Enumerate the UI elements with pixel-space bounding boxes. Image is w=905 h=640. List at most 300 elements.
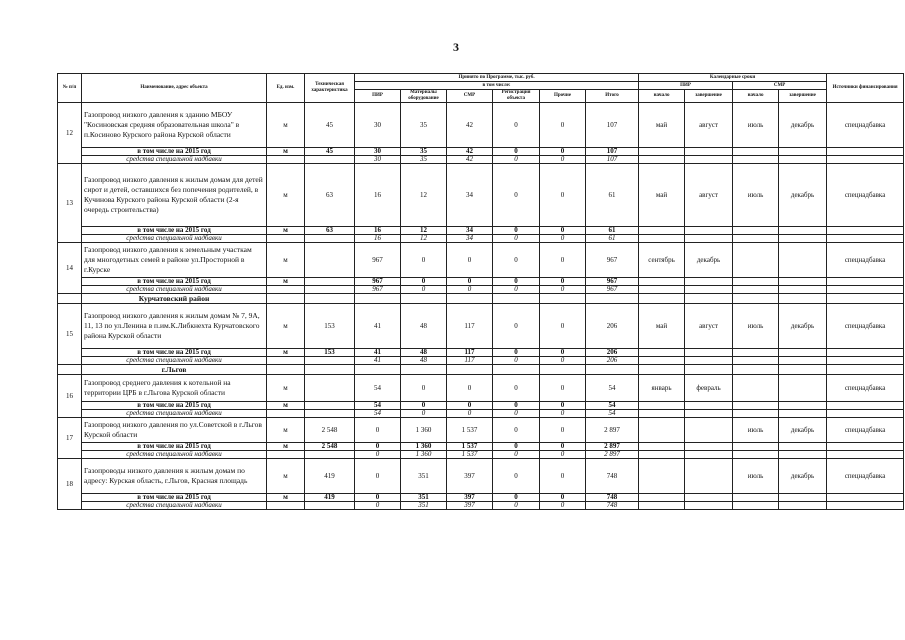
smr-cell: 0 <box>447 286 493 294</box>
smr-cell: 0 <box>447 243 493 278</box>
empty-cell <box>827 148 904 156</box>
empty-cell <box>267 286 305 294</box>
empty-cell <box>779 294 827 304</box>
total-cell: 54 <box>586 375 639 402</box>
materials-cell: 48 <box>401 349 447 357</box>
unit-cell: м <box>267 494 305 502</box>
pir-cell: 0 <box>355 459 401 494</box>
reg-cell: 0 <box>493 410 540 418</box>
empty-cell <box>685 235 733 243</box>
other-cell: 0 <box>540 227 586 235</box>
smr-start-cell: июль <box>733 304 779 349</box>
reg-cell: 0 <box>493 286 540 294</box>
total-cell: 2 897 <box>586 451 639 459</box>
smr-start-cell: июль <box>733 164 779 227</box>
total-cell: 2 897 <box>586 418 639 443</box>
pir-cell: 30 <box>355 148 401 156</box>
materials-cell: 1 360 <box>401 418 447 443</box>
empty-cell <box>779 156 827 164</box>
row-number: 18 <box>58 459 82 510</box>
fund-label: средства специальной надбавки <box>82 156 267 164</box>
empty-cell <box>305 502 355 510</box>
empty-cell <box>586 294 639 304</box>
fund-label: средства специальной надбавки <box>82 451 267 459</box>
materials-cell: 35 <box>401 148 447 156</box>
row-number: 13 <box>58 164 82 243</box>
year-label: в том числе на 2015 год <box>82 278 267 286</box>
smr-cell: 34 <box>447 235 493 243</box>
total-cell: 967 <box>586 243 639 278</box>
materials-cell: 35 <box>401 156 447 164</box>
total-cell: 107 <box>586 103 639 148</box>
empty-cell <box>827 156 904 164</box>
object-name: Газопровод низкого давления к жилым домам для детей сирот и детей, оставшихся без попечения родителей, в Кучинова Курского района Курской области (2-я очередь строительства) <box>82 164 267 227</box>
empty-cell <box>733 494 779 502</box>
other-cell: 0 <box>540 375 586 402</box>
empty-cell <box>685 365 733 375</box>
empty-cell <box>58 365 82 375</box>
reg-cell: 0 <box>493 357 540 365</box>
empty-cell <box>827 443 904 451</box>
empty-cell <box>639 286 685 294</box>
total-cell: 54 <box>586 410 639 418</box>
materials-cell: 351 <box>401 459 447 494</box>
empty-cell <box>639 502 685 510</box>
table-row <box>58 164 904 227</box>
table-row <box>58 459 904 494</box>
source-cell: спецнадбавка <box>827 103 904 148</box>
empty-cell <box>639 156 685 164</box>
empty-cell <box>639 349 685 357</box>
year-label: в том числе на 2015 год <box>82 494 267 502</box>
empty-cell <box>779 365 827 375</box>
reg-cell: 0 <box>493 148 540 156</box>
empty-cell <box>639 494 685 502</box>
materials-cell: 1 360 <box>401 451 447 459</box>
unit-cell: м <box>267 443 305 451</box>
pir-cell: 54 <box>355 402 401 410</box>
empty-cell <box>305 294 355 304</box>
unit-cell: м <box>267 402 305 410</box>
tech-cell: 2 548 <box>305 418 355 443</box>
fund-label: средства специальной надбавки <box>82 502 267 510</box>
empty-cell <box>267 357 305 365</box>
unit-cell: м <box>267 349 305 357</box>
empty-cell <box>779 402 827 410</box>
smr-cell: 1 537 <box>447 418 493 443</box>
other-cell: 0 <box>540 148 586 156</box>
empty-cell <box>733 410 779 418</box>
tech-cell: 153 <box>305 304 355 349</box>
pir-cell: 967 <box>355 243 401 278</box>
pir-end-cell: февраль <box>685 375 733 402</box>
district-row <box>58 294 904 304</box>
empty-cell <box>779 227 827 235</box>
tech-cell: 419 <box>305 459 355 494</box>
empty-cell <box>401 365 447 375</box>
smr-end-cell <box>779 375 827 402</box>
col-pir-end-header: завершение <box>685 90 733 103</box>
col-source-header: Источники финансирования <box>827 74 904 103</box>
unit-cell: м <box>267 103 305 148</box>
program-table <box>57 73 904 510</box>
total-cell: 61 <box>586 235 639 243</box>
pir-cell: 30 <box>355 103 401 148</box>
smr-end-cell <box>779 243 827 278</box>
pir-start-cell: май <box>639 164 685 227</box>
pir-cell: 0 <box>355 451 401 459</box>
year-label: в том числе на 2015 год <box>82 402 267 410</box>
pir-cell: 967 <box>355 286 401 294</box>
fund-label: средства специальной надбавки <box>82 286 267 294</box>
pir-end-cell: август <box>685 164 733 227</box>
fund-label: средства специальной надбавки <box>82 235 267 243</box>
empty-cell <box>779 502 827 510</box>
empty-cell <box>493 365 540 375</box>
empty-cell <box>685 156 733 164</box>
smr-cell: 0 <box>447 410 493 418</box>
other-cell: 0 <box>540 164 586 227</box>
empty-cell <box>779 148 827 156</box>
other-cell: 0 <box>540 349 586 357</box>
empty-cell <box>827 365 904 375</box>
pir-start-cell <box>639 459 685 494</box>
unit-cell: м <box>267 304 305 349</box>
other-cell: 0 <box>540 418 586 443</box>
reg-cell: 0 <box>493 235 540 243</box>
table-row-year <box>58 278 904 286</box>
empty-cell <box>733 227 779 235</box>
total-cell: 967 <box>586 278 639 286</box>
empty-cell <box>779 235 827 243</box>
other-cell: 0 <box>540 494 586 502</box>
reg-cell: 0 <box>493 227 540 235</box>
smr-cell: 397 <box>447 494 493 502</box>
table-row <box>58 243 904 278</box>
empty-cell <box>540 294 586 304</box>
smr-cell: 117 <box>447 304 493 349</box>
pir-end-cell: август <box>685 304 733 349</box>
table-row-fund <box>58 235 904 243</box>
table-row <box>58 418 904 443</box>
including-header: в том числе: <box>355 82 639 90</box>
total-cell: 61 <box>586 164 639 227</box>
empty-cell <box>685 402 733 410</box>
empty-cell <box>685 278 733 286</box>
year-label: в том числе на 2015 год <box>82 148 267 156</box>
smr-cell: 34 <box>447 227 493 235</box>
unit-cell: м <box>267 227 305 235</box>
empty-cell <box>267 235 305 243</box>
object-name: Газопровод среднего давления к котельной на территории ЦРБ в г.Льгова Курской области <box>82 375 267 402</box>
smr-cell: 0 <box>447 402 493 410</box>
unit-cell: м <box>267 243 305 278</box>
unit-cell: м <box>267 148 305 156</box>
empty-cell <box>685 502 733 510</box>
empty-cell <box>733 235 779 243</box>
empty-cell <box>267 502 305 510</box>
tech-cell: 2 548 <box>305 443 355 451</box>
table-row-year <box>58 227 904 235</box>
reg-cell: 0 <box>493 459 540 494</box>
row-number: 12 <box>58 103 82 164</box>
col-name-header: Наименование, адрес объекта <box>82 74 267 103</box>
table-row-fund <box>58 156 904 164</box>
pir-cell: 16 <box>355 227 401 235</box>
empty-cell <box>827 227 904 235</box>
reg-cell: 0 <box>493 278 540 286</box>
empty-cell <box>685 286 733 294</box>
table-row-year <box>58 349 904 357</box>
empty-cell <box>305 235 355 243</box>
total-cell: 54 <box>586 402 639 410</box>
empty-cell <box>827 410 904 418</box>
pir-start-cell: сентябрь <box>639 243 685 278</box>
total-cell: 206 <box>586 349 639 357</box>
source-cell: спецнадбавка <box>827 459 904 494</box>
empty-cell <box>685 451 733 459</box>
empty-cell <box>827 502 904 510</box>
empty-cell <box>779 443 827 451</box>
pir-end-cell <box>685 418 733 443</box>
tech-cell: 153 <box>305 349 355 357</box>
table-row <box>58 375 904 402</box>
empty-cell <box>827 494 904 502</box>
row-number: 14 <box>58 243 82 294</box>
total-cell: 206 <box>586 304 639 349</box>
pir-cell: 967 <box>355 278 401 286</box>
smr-cell: 117 <box>447 349 493 357</box>
empty-cell <box>685 443 733 451</box>
smr-end-cell: декабрь <box>779 164 827 227</box>
smr-cell: 42 <box>447 103 493 148</box>
pir-start-cell: май <box>639 304 685 349</box>
table-row-year <box>58 443 904 451</box>
pir-cell: 41 <box>355 349 401 357</box>
empty-cell <box>827 451 904 459</box>
empty-cell <box>779 278 827 286</box>
smr-cell: 0 <box>447 375 493 402</box>
unit-cell: м <box>267 418 305 443</box>
empty-cell <box>827 294 904 304</box>
reg-cell: 0 <box>493 502 540 510</box>
smr-cell: 1 537 <box>447 443 493 451</box>
empty-cell <box>733 148 779 156</box>
empty-cell <box>639 410 685 418</box>
tech-cell <box>305 278 355 286</box>
empty-cell <box>827 402 904 410</box>
empty-cell <box>267 156 305 164</box>
empty-cell <box>305 410 355 418</box>
empty-cell <box>827 235 904 243</box>
page-number: 3 <box>453 40 459 54</box>
reg-cell: 0 <box>493 494 540 502</box>
pir-start-cell: январь <box>639 375 685 402</box>
unit-cell: м <box>267 375 305 402</box>
smr-end-cell: декабрь <box>779 418 827 443</box>
table-row-fund <box>58 286 904 294</box>
empty-cell <box>733 365 779 375</box>
table-row-fund <box>58 410 904 418</box>
tech-cell: 45 <box>305 103 355 148</box>
empty-cell <box>586 365 639 375</box>
smr-cell: 42 <box>447 148 493 156</box>
smr-start-cell <box>733 375 779 402</box>
empty-cell <box>639 365 685 375</box>
reg-cell: 0 <box>493 243 540 278</box>
materials-cell: 0 <box>401 410 447 418</box>
empty-cell <box>447 294 493 304</box>
reg-cell: 0 <box>493 164 540 227</box>
empty-cell <box>305 357 355 365</box>
district-label: Курчатовский район <box>82 294 267 304</box>
total-cell: 967 <box>586 286 639 294</box>
unit-cell: м <box>267 278 305 286</box>
col-unit-header: Ед. изм. <box>267 74 305 103</box>
materials-cell: 351 <box>401 502 447 510</box>
object-name: Газопровод низкого давления к жилым домам № 7, 9А, 11, 13 по ул.Ленина в п.им.К.Либкнехта Курчатовского района Курской области <box>82 304 267 349</box>
empty-cell <box>685 227 733 235</box>
materials-cell: 12 <box>401 164 447 227</box>
materials-cell: 0 <box>401 243 447 278</box>
empty-cell <box>827 349 904 357</box>
empty-cell <box>639 227 685 235</box>
empty-cell <box>827 278 904 286</box>
fund-label: средства специальной надбавки <box>82 357 267 365</box>
materials-cell: 0 <box>401 286 447 294</box>
empty-cell <box>58 294 82 304</box>
tech-cell <box>305 402 355 410</box>
empty-cell <box>493 294 540 304</box>
cal-smr-header: СМР <box>733 82 827 90</box>
empty-cell <box>779 357 827 365</box>
materials-cell: 12 <box>401 227 447 235</box>
object-name: Газопровод низкого давления к зданию МБОУ "Косиновская средняя образовательная школа" в п.Косиново Курского района Курской области <box>82 103 267 148</box>
col-total-header: Итого <box>586 90 639 103</box>
col-other-header: Прочие <box>540 90 586 103</box>
source-cell: спецнадбавка <box>827 418 904 443</box>
empty-cell <box>733 349 779 357</box>
table-row-fund <box>58 357 904 365</box>
empty-cell <box>733 402 779 410</box>
empty-cell <box>639 402 685 410</box>
materials-cell: 48 <box>401 304 447 349</box>
table-row-fund <box>58 451 904 459</box>
reg-cell: 0 <box>493 349 540 357</box>
other-cell: 0 <box>540 443 586 451</box>
smr-cell: 42 <box>447 156 493 164</box>
empty-cell <box>779 349 827 357</box>
other-cell: 0 <box>540 502 586 510</box>
source-cell: спецнадбавка <box>827 375 904 402</box>
table-row-year <box>58 148 904 156</box>
district-label: г.Льгов <box>82 365 267 375</box>
empty-cell <box>639 278 685 286</box>
source-cell: спецнадбавка <box>827 243 904 278</box>
col-num-header: № п/п <box>58 74 82 103</box>
tech-cell <box>305 375 355 402</box>
smr-end-cell: декабрь <box>779 304 827 349</box>
other-cell: 0 <box>540 235 586 243</box>
empty-cell <box>401 294 447 304</box>
total-cell: 107 <box>586 148 639 156</box>
table-row-year <box>58 494 904 502</box>
other-cell: 0 <box>540 278 586 286</box>
row-number: 15 <box>58 304 82 365</box>
object-name: Газопровод низкого давления по ул.Советской в г.Льгов Курской области <box>82 418 267 443</box>
materials-cell: 0 <box>401 278 447 286</box>
row-number: 17 <box>58 418 82 459</box>
year-label: в том числе на 2015 год <box>82 443 267 451</box>
reg-cell: 0 <box>493 402 540 410</box>
empty-cell <box>267 365 305 375</box>
empty-cell <box>305 365 355 375</box>
district-row <box>58 365 904 375</box>
other-cell: 0 <box>540 451 586 459</box>
pir-cell: 16 <box>355 164 401 227</box>
empty-cell <box>685 494 733 502</box>
empty-cell <box>827 357 904 365</box>
col-pir-header: ПИР <box>355 90 401 103</box>
empty-cell <box>733 294 779 304</box>
table-row <box>58 103 904 148</box>
year-label: в том числе на 2015 год <box>82 349 267 357</box>
empty-cell <box>639 235 685 243</box>
materials-cell: 35 <box>401 103 447 148</box>
row-number: 16 <box>58 375 82 418</box>
empty-cell <box>305 451 355 459</box>
fund-label: средства специальной надбавки <box>82 410 267 418</box>
smr-cell: 0 <box>447 278 493 286</box>
table-row-fund <box>58 502 904 510</box>
empty-cell <box>639 294 685 304</box>
empty-cell <box>305 156 355 164</box>
reg-cell: 0 <box>493 103 540 148</box>
pir-cell: 54 <box>355 410 401 418</box>
pir-cell: 0 <box>355 443 401 451</box>
other-cell: 0 <box>540 459 586 494</box>
empty-cell <box>540 365 586 375</box>
total-cell: 2 897 <box>586 443 639 451</box>
empty-cell <box>305 286 355 294</box>
other-cell: 0 <box>540 402 586 410</box>
pir-start-cell <box>639 418 685 443</box>
pir-cell: 41 <box>355 304 401 349</box>
tech-cell: 63 <box>305 164 355 227</box>
object-name: Газопровод низкого давления к земельным участкам для многодетных семей в районе ул.Просторной в г.Курске <box>82 243 267 278</box>
smr-cell: 117 <box>447 357 493 365</box>
reg-cell: 0 <box>493 156 540 164</box>
empty-cell <box>685 357 733 365</box>
pir-end-cell: август <box>685 103 733 148</box>
reg-cell: 0 <box>493 375 540 402</box>
pir-cell: 41 <box>355 357 401 365</box>
empty-cell <box>639 451 685 459</box>
smr-start-cell <box>733 243 779 278</box>
smr-start-cell: июль <box>733 459 779 494</box>
unit-cell: м <box>267 459 305 494</box>
empty-cell <box>733 443 779 451</box>
pir-cell: 54 <box>355 375 401 402</box>
reg-cell: 0 <box>493 418 540 443</box>
materials-cell: 1 360 <box>401 443 447 451</box>
reg-cell: 0 <box>493 443 540 451</box>
empty-cell <box>733 502 779 510</box>
materials-cell: 0 <box>401 402 447 410</box>
empty-cell <box>685 294 733 304</box>
empty-cell <box>639 148 685 156</box>
pir-cell: 0 <box>355 494 401 502</box>
